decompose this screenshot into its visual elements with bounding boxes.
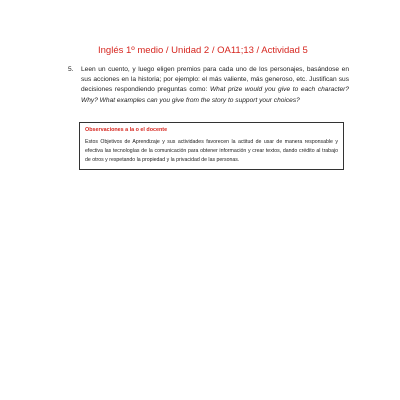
activity-number: 5.	[68, 66, 74, 73]
activity-question: What prize would you give to each character? Why? What examples can you give from the story to support your choices?	[81, 86, 349, 104]
page-title: Inglés 1º medio / Unidad 2 / OA11;13 / Actividad 5	[98, 45, 308, 56]
observations-text: Estos Objetivos de Aprendizaje y sus actividades favorecen la actitud de usar de manera responsable y efectiva las tecnologías de la comunicación para obtener información y crear textos, dando crédito al trabajo de otros y respetando la propiedad y la privacidad de las personas.	[85, 139, 338, 163]
activity-instruction: Leen un cuento, y luego eligen premios para cada uno de los personajes, basándose en sus acciones en la historia; por ejemplo: el más valiente, más generoso, etc. Justifican sus decisiones respondiendo preguntas como:	[81, 66, 349, 94]
activity-text	[81, 65, 349, 106]
observations-title: Observaciones a la o el docente	[85, 127, 168, 133]
teacher-observations-box	[79, 122, 344, 170]
